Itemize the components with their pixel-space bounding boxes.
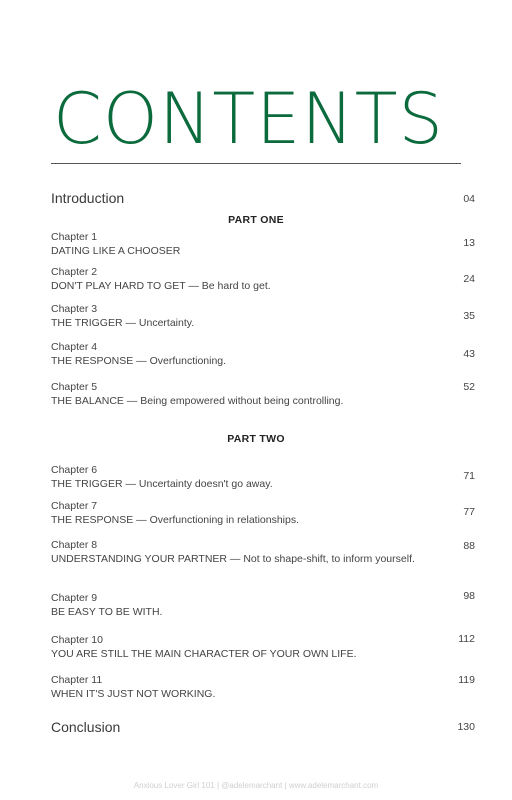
toc-chapter-5[interactable] <box>51 380 451 408</box>
toc-conclusion-label[interactable]: Conclusion <box>51 719 121 735</box>
toc-introduction-label[interactable]: Introduction <box>51 190 125 206</box>
toc-chapter-3-page: 35 <box>463 310 475 322</box>
toc-chapter-6-page: 71 <box>463 470 475 482</box>
chapter-title: THE TRIGGER — Uncertainty doesn't go away. <box>51 478 273 490</box>
toc-chapter-11[interactable] <box>51 673 421 701</box>
chapter-number: Chapter 11 <box>51 674 103 686</box>
toc-chapter-9[interactable] <box>51 591 421 619</box>
toc-chapter-5-page: 52 <box>463 381 475 393</box>
toc-chapter-6[interactable] <box>51 463 421 491</box>
chapter-title: THE RESPONSE — Overfunctioning. <box>51 355 227 367</box>
toc-chapter-9-page: 98 <box>463 590 475 602</box>
toc-chapter-10[interactable] <box>51 633 451 661</box>
chapter-number: Chapter 2 <box>51 266 98 278</box>
toc-chapter-4[interactable] <box>51 340 421 368</box>
toc-conclusion-page: 130 <box>457 721 475 733</box>
chapter-title: UNDERSTANDING YOUR PARTNER — Not to shape-shift, to inform yourself. <box>51 553 415 565</box>
toc-chapter-10-page: 112 <box>458 633 475 645</box>
toc-chapter-2-page: 24 <box>463 273 475 285</box>
toc-chapter-7-page: 77 <box>463 506 475 518</box>
toc-chapter-3[interactable] <box>51 302 421 330</box>
chapter-title: THE RESPONSE — Overfunctioning in relationships. <box>51 514 300 526</box>
title-divider <box>51 163 461 164</box>
toc-chapter-2[interactable] <box>51 265 421 293</box>
chapter-title: YOU ARE STILL THE MAIN CHARACTER OF YOUR OWN LIFE. <box>51 648 357 660</box>
toc-chapter-8-page: 88 <box>463 540 475 552</box>
page-footer: Anxious Lover Girl 101 | @adelemarchant | www.adelemarchant.com <box>133 781 379 790</box>
page-title: CONTENTS <box>53 78 444 160</box>
chapter-number: Chapter 5 <box>51 381 98 393</box>
part-one-heading: PART ONE <box>228 214 284 226</box>
part-two-heading: PART TWO <box>227 433 285 445</box>
chapter-number: Chapter 10 <box>51 634 103 646</box>
toc-introduction-page: 04 <box>463 193 475 205</box>
chapter-number: Chapter 3 <box>51 303 98 315</box>
chapter-number: Chapter 4 <box>51 341 98 353</box>
toc-chapter-1[interactable] <box>51 230 421 258</box>
chapter-title: DATING LIKE A CHOOSER <box>51 245 181 257</box>
toc-chapter-11-page: 119 <box>458 674 475 686</box>
chapter-title: THE TRIGGER — Uncertainty. <box>51 317 195 329</box>
chapter-number: Chapter 9 <box>51 592 98 604</box>
toc-chapter-7[interactable] <box>51 499 421 527</box>
chapter-number: Chapter 6 <box>51 464 98 476</box>
chapter-number: Chapter 8 <box>51 539 98 551</box>
chapter-title: WHEN IT'S JUST NOT WORKING. <box>51 688 216 700</box>
chapter-title: BE EASY TO BE WITH. <box>51 606 163 618</box>
chapter-number: Chapter 7 <box>51 500 98 512</box>
toc-chapter-8[interactable] <box>51 538 421 566</box>
chapter-title: THE BALANCE — Being empowered without being controlling. <box>51 395 344 407</box>
toc-chapter-4-page: 43 <box>463 348 475 360</box>
toc-chapter-1-page: 13 <box>463 237 475 249</box>
chapter-number: Chapter 1 <box>51 231 98 243</box>
chapter-title: DON'T PLAY HARD TO GET — Be hard to get. <box>51 280 271 292</box>
